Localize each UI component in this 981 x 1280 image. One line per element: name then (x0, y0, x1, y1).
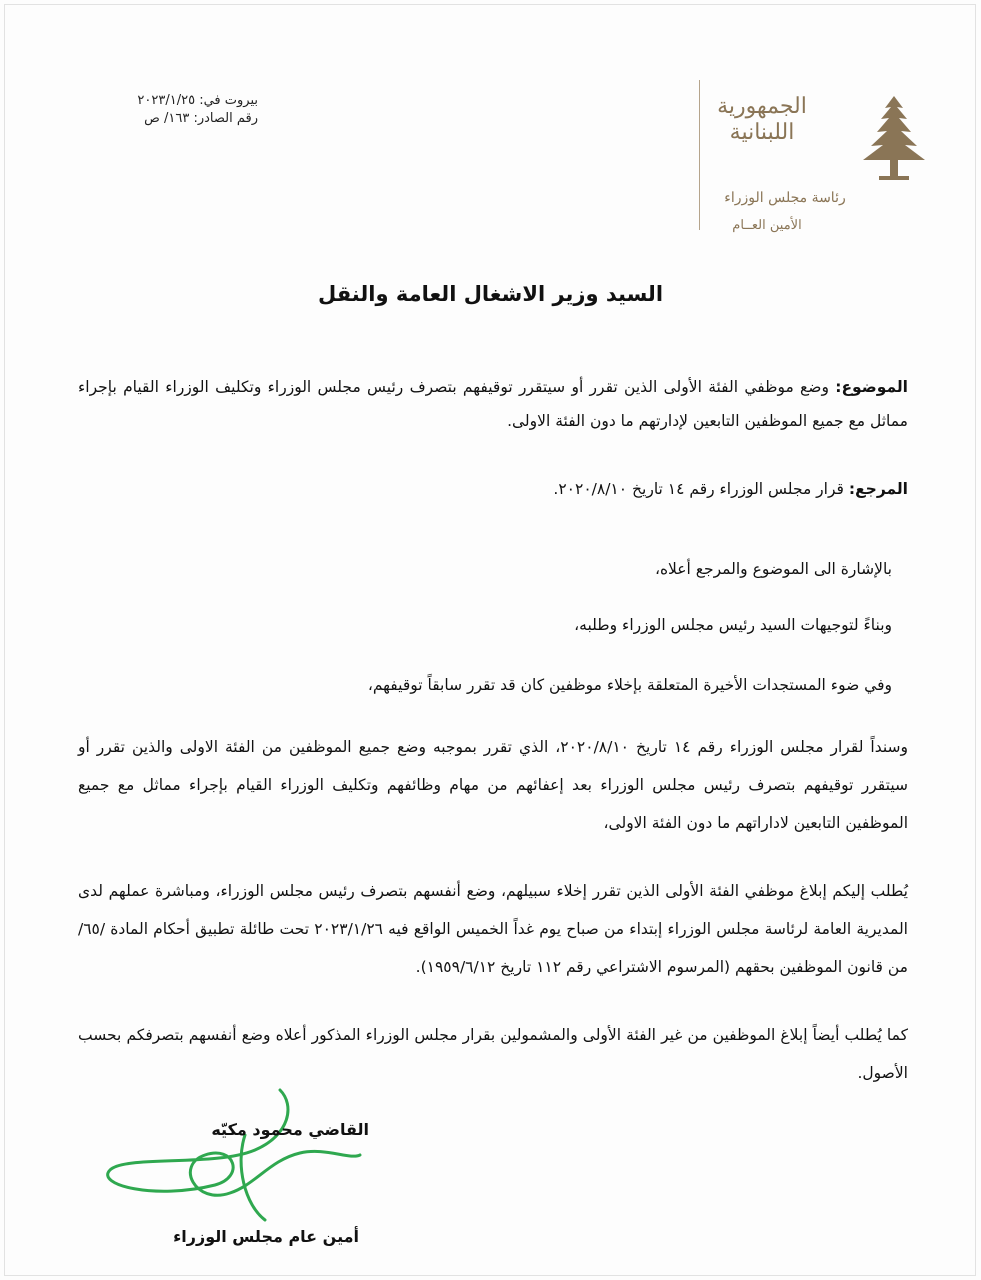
body-paragraph-1: بالإشارة الى الموضوع والمرجع أعلاه، (654, 560, 892, 578)
subject-text: وضع موظفي الفئة الأولى الذين تقرر أو سيتقرر توقيفهم بتصرف رئيس مجلس الوزراء وتكليف الوزراء القيام بإجراء مماثل مع جميع الموظفين التابعين لإدارتهم ما دون الفئة الاولى. (78, 378, 908, 430)
body-paragraph-4: وسنداً لقرار مجلس الوزراء رقم ١٤ تاريخ ٢٠٢٠/٨/١٠، الذي تقرر بموجبه وضع جميع الموظفين من الفئة الاولى والذين تقرر أو سيتقرر توقيفهم بتصرف رئيس مجلس الوزراء بعد إعفائهم من مهام وظائفهم وتكليف الوزراء القيام بإجراء مماثل مع جميع الموظفين التابعين لاداراتهم ما دون الفئة الاولى، (78, 738, 908, 832)
reference-label: المرجع: (848, 480, 908, 498)
republic-name-line-1: الجمهورية (717, 94, 807, 119)
body-paragraph-2: وبناءً لتوجيهات السيد رئيس مجلس الوزراء وطلبه، (574, 616, 892, 634)
subject-paragraph (78, 370, 908, 438)
place-date: بيروت في: ٢٠٢٣/١/٢٥ (137, 93, 258, 108)
letterhead-emblem (690, 78, 950, 248)
office-name: رئاسة مجلس الوزراء (724, 190, 846, 206)
body-paragraph-6: كما يُطلب أيضاً إبلاغ الموظفين من غير الفئة الأولى والمشمولين بقرار مجلس الوزراء المذكور أعلاه وضع أنفسهم بتصرفكم بحسب الأصول. (78, 1026, 908, 1082)
reference-number: رقم الصادر: ١٦٣/ ص (144, 111, 258, 126)
body-paragraph-5: يُطلب إليكم إبلاغ موظفي الفئة الأولى الذين تقرر إخلاء سبيلهم، وضع أنفسهم بتصرف رئيس مجلس الوزراء، ومباشرة عملهم لدى المديرية العامة لرئاسة مجلس الوزراء إبتداء من صباح يوم غداً الخميس الواقع فيه ٢٠٢٣/١/٢٦ تحت طائلة تطبيق أحكام المادة /٦٥/ من قانون الموظفين بحقهم (المرسوم الاشتراعي رقم ١١٢ تاريخ ١٩٥٩/٦/١٢). (78, 882, 908, 976)
handwritten-signature (95, 1075, 365, 1225)
republic-name-line-2: اللبنانية (729, 120, 795, 145)
reference-text: قرار مجلس الوزراء رقم ١٤ تاريخ ٢٠٢٠/٨/١٠. (553, 480, 844, 498)
signatory-name: القاضي محمود مكيّه (211, 1120, 369, 1139)
office-role: الأمين العــام (732, 218, 802, 233)
place-date-block (78, 92, 258, 128)
republic-name (692, 94, 832, 146)
subject-label: الموضوع: (835, 378, 908, 396)
addressee-title: السيد وزير الاشغال العامة والنقل (317, 282, 664, 306)
signatory-title: أمين عام مجلس الوزراء (173, 1227, 359, 1246)
cedar-tree-icon (845, 92, 943, 184)
reference-paragraph (78, 472, 908, 506)
body-paragraph-3: وفي ضوء المستجدات الأخيرة المتعلقة بإخلاء موظفين كان قد تقرر سابقاً توقيفهم، (367, 676, 892, 694)
